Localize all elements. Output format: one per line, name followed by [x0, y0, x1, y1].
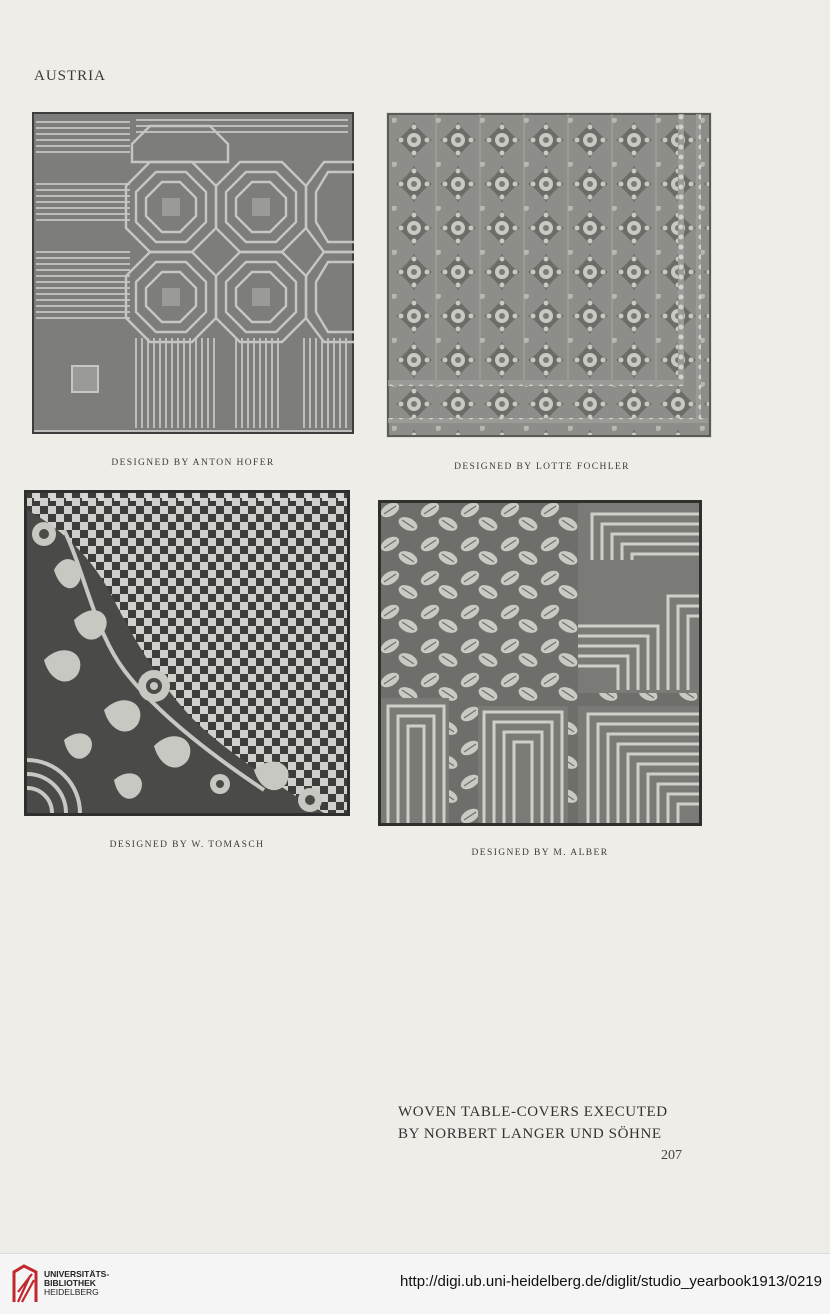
plate-caption: DESIGNED BY LOTTE FOCHLER	[454, 462, 630, 472]
fochler-pattern-image	[386, 112, 712, 438]
plate-tomasch-table-cover	[24, 490, 350, 816]
permalink-url[interactable]: http://digi.ub.uni-heidelberg.de/diglit/studio_yearbook1913/0219	[400, 1273, 822, 1290]
plate-caption: DESIGNED BY M. ALBER	[471, 848, 609, 858]
library-name-line: HEIDELBERG	[44, 1287, 99, 1297]
library-name-line: BIBLIOTHEK	[44, 1278, 96, 1288]
plate-caption: DESIGNED BY ANTON HOFER	[111, 458, 275, 468]
library-name-line: UNIVERSITÄTS-	[44, 1269, 110, 1279]
library-name	[44, 1270, 144, 1297]
university-library-logo-icon	[10, 1262, 40, 1306]
page-number: 207	[661, 1148, 682, 1163]
plate-hofer-table-cover	[32, 112, 354, 434]
section-heading: AUSTRIA	[34, 68, 107, 84]
plate-fochler-table-cover	[386, 112, 712, 438]
plate-alber-table-cover	[378, 500, 702, 826]
alber-pattern-image	[378, 500, 702, 826]
description-line: BY NORBERT LANGER UND SÖHNE	[398, 1126, 662, 1142]
plate-description	[398, 1101, 668, 1145]
hofer-pattern-image	[32, 112, 354, 434]
description-line: WOVEN TABLE-COVERS EXECUTED	[398, 1104, 668, 1120]
tomasch-pattern-image	[24, 490, 350, 816]
plate-caption: DESIGNED BY W. TOMASCH	[109, 840, 265, 850]
library-footer	[0, 1253, 830, 1314]
